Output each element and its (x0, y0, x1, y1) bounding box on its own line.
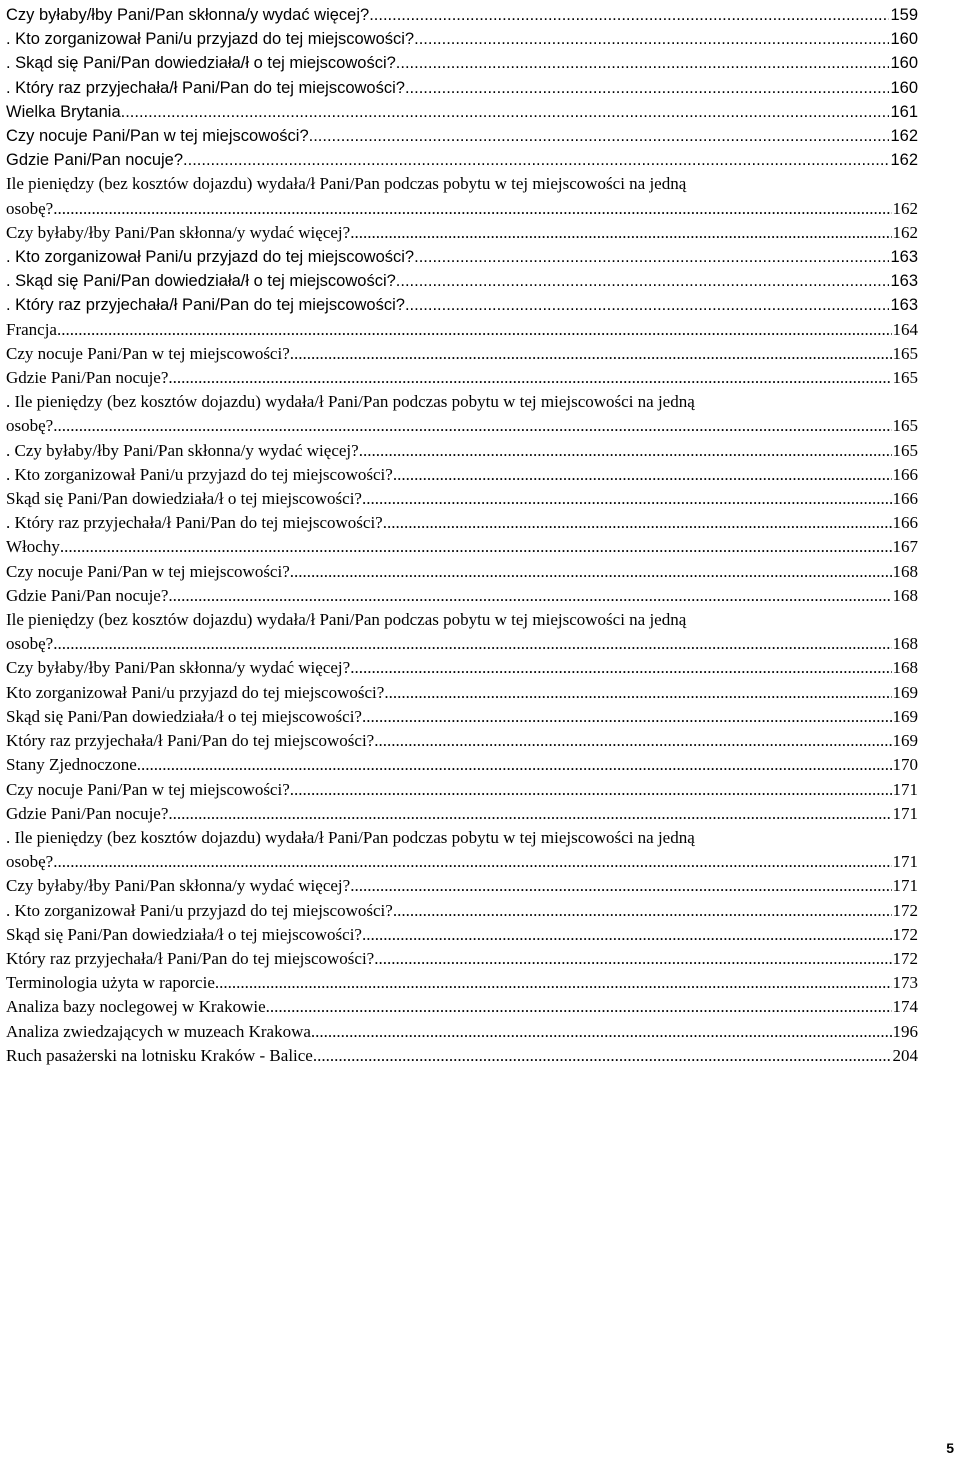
toc-entry[interactable] (6, 923, 918, 947)
toc-entry-page-number: 169 (892, 731, 918, 751)
toc-entry-row (6, 560, 918, 584)
toc-entry-title: osobę? (6, 198, 54, 218)
toc-entry[interactable] (6, 148, 918, 172)
toc-entry-page-number: 170 (892, 755, 918, 775)
toc-entry[interactable] (6, 729, 918, 753)
toc-entry-page-number: 172 (892, 948, 918, 968)
dot-leader (168, 802, 891, 826)
toc-entry-row (6, 995, 918, 1019)
toc-entry-row (6, 656, 918, 680)
toc-entry-row (6, 874, 918, 898)
toc-entry-title-line: . Ile pieniędzy (bez kosztów dojazdu) wydała/ł Pani/Pan podczas pobytu w tej miejscowości na jedną (6, 392, 695, 412)
toc-entry-page-number: 168 (892, 561, 918, 581)
dot-leader (384, 681, 891, 705)
toc-entry-page-number: 172 (892, 900, 918, 920)
toc-entry[interactable] (6, 342, 918, 366)
dot-leader (405, 76, 890, 100)
toc-entry-title: Kto zorganizował Pani/u przyjazd do tej miejscowości? (6, 682, 385, 702)
toc-entry-title: . Który raz przyjechała/ł Pani/Pan do tej miejscowości? (6, 513, 383, 533)
toc-entry[interactable] (6, 584, 918, 608)
toc-entry-row (6, 850, 918, 874)
toc-entry[interactable] (6, 318, 918, 342)
toc-entry[interactable] (6, 439, 918, 463)
dot-leader (168, 366, 891, 390)
toc-entry-row (6, 681, 918, 705)
dot-leader (396, 51, 890, 75)
toc-entry-page-number: 171 (892, 779, 918, 799)
toc-entry[interactable] (6, 293, 918, 317)
toc-entry-row (6, 899, 918, 923)
toc-entry[interactable] (6, 245, 918, 269)
toc-entry-row (6, 439, 918, 463)
toc-entry-page-number: 166 (892, 464, 918, 484)
toc-entry-row (6, 535, 918, 559)
dot-leader (137, 753, 892, 777)
toc-entry-title: . Kto zorganizował Pani/u przyjazd do tej miejscowości? (6, 464, 393, 484)
page-number: 5 (946, 1440, 954, 1456)
toc-entry-title: . Kto zorganizował Pani/u przyjazd do tej miejscowości? (6, 900, 393, 920)
dot-leader (350, 221, 891, 245)
toc-entry-title-line: . Ile pieniędzy (bez kosztów dojazdu) wydała/ł Pani/Pan podczas pobytu w tej miejscowości na jedną (6, 827, 695, 847)
toc-entry[interactable] (6, 124, 918, 148)
toc-entry-page-number: 162 (892, 198, 918, 218)
toc-entry-title: . Czy byłaby/łby Pani/Pan skłonna/y wydać więcej? (6, 440, 359, 460)
toc-entry-page-number: 163 (890, 248, 918, 267)
toc-entry-row (6, 463, 918, 487)
toc-entry-page-number: 160 (890, 54, 918, 73)
dot-leader (362, 923, 892, 947)
toc-entry[interactable] (6, 560, 918, 584)
toc-entry-page-number: 169 (892, 682, 918, 702)
toc-entry[interactable] (6, 656, 918, 680)
toc-entry-page-number: 162 (892, 222, 918, 242)
toc-entry-page-number: 166 (892, 513, 918, 533)
toc-entry-page-number: 168 (892, 585, 918, 605)
dot-leader (396, 269, 890, 293)
toc-entry-title: Stany Zjednoczone (6, 755, 137, 775)
toc-entry-page-number: 172 (892, 924, 918, 944)
toc-entry[interactable] (6, 221, 918, 245)
toc-entry-title: Który raz przyjechała/ł Pani/Pan do tej miejscowości? (6, 731, 375, 751)
dot-leader (309, 124, 890, 148)
toc-entry-title: . Skąd się Pani/Pan dowiedziała/ł o tej miejscowości? (6, 54, 396, 73)
toc-entry-title: . Który raz przyjechała/ł Pani/Pan do tej miejscowości? (6, 78, 405, 97)
toc-entry-title: Który raz przyjechała/ł Pani/Pan do tej miejscowości? (6, 948, 375, 968)
toc-entry-page-number: 159 (890, 6, 918, 24)
toc-entry-title: Francja (6, 319, 57, 339)
toc-entry-row (6, 947, 918, 971)
toc-entry-title: . Kto zorganizował Pani/u przyjazd do tej miejscowości? (6, 30, 415, 49)
dot-leader (53, 197, 891, 221)
toc-entry[interactable] (6, 269, 918, 293)
dot-leader (215, 971, 892, 995)
toc-entry[interactable] (6, 971, 918, 995)
toc-entry[interactable] (6, 705, 918, 729)
toc-entry-page-number: 196 (892, 1021, 918, 1041)
dot-leader (414, 245, 889, 269)
toc-entry-page-number: 171 (892, 852, 918, 872)
toc-entry-title: Skąd się Pani/Pan dowiedziała/ł o tej miejscowości? (6, 924, 362, 944)
toc-entry-row (6, 753, 918, 777)
toc-entry-row (6, 923, 918, 947)
toc-entry-title: Wielka Brytania (6, 102, 121, 121)
toc-entry[interactable] (6, 1020, 918, 1044)
dot-leader (183, 148, 889, 172)
toc-entry-row (6, 100, 918, 124)
dot-leader (369, 3, 889, 27)
toc-entry-title: Czy byłaby/łby Pani/Pan skłonna/y wydać więcej? (6, 222, 351, 242)
toc-entry-title: Czy byłaby/łby Pani/Pan skłonna/y wydać więcej? (6, 658, 351, 678)
toc-entry-title: osobę? (6, 416, 54, 436)
dot-leader (393, 463, 892, 487)
toc-entry-page-number: 160 (890, 78, 918, 97)
toc-entry-row (6, 124, 918, 148)
dot-leader (266, 995, 892, 1019)
toc-entry-row (6, 197, 918, 221)
toc-entry[interactable] (6, 947, 918, 971)
toc-entry-row (6, 221, 918, 245)
toc-entry[interactable] (6, 100, 918, 124)
toc-entry-title: Włochy (6, 537, 60, 557)
dot-leader (53, 632, 891, 656)
dot-leader (350, 656, 891, 680)
toc-entry[interactable] (6, 463, 918, 487)
dot-leader (359, 439, 892, 463)
toc-entry-title: osobę? (6, 852, 54, 872)
toc-entry-page-number: 167 (892, 537, 918, 557)
toc-entry-page-number: 173 (892, 973, 918, 993)
toc-entry-row (6, 318, 918, 342)
toc-entry[interactable] (6, 753, 918, 777)
dot-leader (362, 487, 892, 511)
toc-entry-row (6, 148, 918, 172)
toc-entry-title-line: Ile pieniędzy (bez kosztów dojazdu) wydała/ł Pani/Pan podczas pobytu w tej miejscowości na jedną (6, 610, 687, 630)
toc-entry-title-line: Ile pieniędzy (bez kosztów dojazdu) wydała/ł Pani/Pan podczas pobytu w tej miejscowości na jedną (6, 174, 687, 194)
toc-entry-row (6, 245, 918, 269)
dot-leader (311, 1020, 892, 1044)
dot-leader (53, 414, 891, 438)
toc-entry-page-number: 160 (890, 30, 918, 49)
toc-entry-page-number: 161 (890, 102, 918, 121)
toc-entry-title: osobę? (6, 634, 54, 654)
table-of-contents (6, 3, 918, 1068)
toc-entry-row (6, 51, 918, 75)
toc-entry[interactable] (6, 390, 918, 438)
toc-entry[interactable] (6, 3, 918, 27)
toc-entry-row (6, 778, 918, 802)
dot-leader (290, 342, 892, 366)
dot-leader (290, 778, 892, 802)
toc-entry-page-number: 163 (890, 272, 918, 291)
toc-entry-page-number: 165 (892, 343, 918, 363)
toc-entry[interactable] (6, 487, 918, 511)
toc-entry-title: Czy nocuje Pani/Pan w tej miejscowości? (6, 779, 290, 799)
toc-entry-row (6, 293, 918, 317)
dot-leader (53, 850, 891, 874)
toc-entry-row (6, 342, 918, 366)
toc-entry[interactable] (6, 608, 918, 656)
toc-entry-page-number: 169 (892, 706, 918, 726)
toc-entry[interactable] (6, 802, 918, 826)
toc-entry-row (6, 3, 918, 27)
dot-leader (57, 318, 892, 342)
toc-entry-title: Czy byłaby/łby Pani/Pan skłonna/y wydać więcej? (6, 6, 370, 24)
toc-entry-row (6, 729, 918, 753)
toc-entry-page-number: 165 (892, 368, 918, 388)
toc-entry-page-number: 174 (892, 997, 918, 1017)
toc-entry-page-number: 168 (892, 634, 918, 654)
toc-entry-row (6, 971, 918, 995)
toc-entry-title: Analiza zwiedzających w muzeach Krakowa (6, 1021, 311, 1041)
toc-entry[interactable] (6, 681, 918, 705)
toc-entry-title: Czy byłaby/łby Pani/Pan skłonna/y wydać więcej? (6, 876, 351, 896)
toc-entry-row (6, 76, 918, 100)
toc-entry-row (6, 511, 918, 535)
toc-entry-title: Gdzie Pani/Pan nocuje? (6, 803, 169, 823)
toc-entry-row (6, 1044, 918, 1068)
toc-entry-row (6, 414, 918, 438)
toc-entry[interactable] (6, 172, 918, 220)
toc-entry[interactable] (6, 51, 918, 75)
toc-entry-page-number: 204 (892, 1045, 918, 1065)
toc-entry-page-number: 162 (890, 151, 918, 170)
toc-entry-row (6, 705, 918, 729)
toc-entry-title: Skąd się Pani/Pan dowiedziała/ł o tej miejscowości? (6, 489, 362, 509)
toc-entry-title: Czy nocuje Pani/Pan w tej miejscowości? (6, 343, 290, 363)
toc-entry-title: Ruch pasażerski na lotnisku Kraków - Balice (6, 1045, 313, 1065)
toc-entry[interactable] (6, 874, 918, 898)
dot-leader (374, 947, 891, 971)
toc-entry[interactable] (6, 76, 918, 100)
toc-entry[interactable] (6, 511, 918, 535)
toc-entry-page-number: 165 (892, 440, 918, 460)
toc-entry-title: . Kto zorganizował Pani/u przyjazd do tej miejscowości? (6, 248, 415, 267)
toc-entry-title: Analiza bazy noclegowej w Krakowie (6, 997, 266, 1017)
toc-entry-page-number: 168 (892, 658, 918, 678)
toc-entry-row (6, 1020, 918, 1044)
toc-entry-title: Skąd się Pani/Pan dowiedziała/ł o tej miejscowości? (6, 706, 362, 726)
toc-entry-title: . Który raz przyjechała/ł Pani/Pan do tej miejscowości? (6, 296, 405, 315)
dot-leader (405, 293, 890, 317)
toc-entry-page-number: 164 (892, 319, 918, 339)
toc-entry-page-number: 166 (892, 489, 918, 509)
dot-leader (290, 560, 892, 584)
toc-entry[interactable] (6, 535, 918, 559)
toc-entry-title: Gdzie Pani/Pan nocuje? (6, 151, 184, 170)
dot-leader (393, 899, 892, 923)
toc-entry-row (6, 632, 918, 656)
dot-leader (168, 584, 891, 608)
toc-entry[interactable] (6, 826, 918, 874)
toc-entry-row (6, 802, 918, 826)
toc-entry-page-number: 171 (892, 803, 918, 823)
dot-leader (350, 874, 891, 898)
toc-entry-page-number: 162 (890, 127, 918, 146)
toc-entry-row (6, 487, 918, 511)
toc-entry-title: Gdzie Pani/Pan nocuje? (6, 368, 169, 388)
toc-entry-title: Czy nocuje Pani/Pan w tej miejscowości? (6, 127, 309, 146)
toc-entry-title: Gdzie Pani/Pan nocuje? (6, 585, 169, 605)
toc-entry[interactable] (6, 366, 918, 390)
toc-entry-row (6, 27, 918, 51)
dot-leader (60, 535, 892, 559)
toc-entry[interactable] (6, 1044, 918, 1068)
toc-entry-row (6, 584, 918, 608)
dot-leader (313, 1044, 892, 1068)
toc-entry-row (6, 366, 918, 390)
dot-leader (414, 27, 889, 51)
toc-entry-title: . Skąd się Pani/Pan dowiedziała/ł o tej miejscowości? (6, 272, 396, 291)
dot-leader (374, 729, 891, 753)
dot-leader (362, 705, 892, 729)
toc-entry-page-number: 163 (890, 296, 918, 315)
toc-entry[interactable] (6, 995, 918, 1019)
toc-entry-row (6, 269, 918, 293)
toc-entry[interactable] (6, 27, 918, 51)
toc-entry-page-number: 165 (892, 416, 918, 436)
toc-entry-page-number: 171 (892, 876, 918, 896)
toc-entry-title: Czy nocuje Pani/Pan w tej miejscowości? (6, 561, 290, 581)
dot-leader (383, 511, 892, 535)
toc-entry-title: Terminologia użyta w raporcie (6, 973, 215, 993)
toc-entry[interactable] (6, 778, 918, 802)
dot-leader (121, 100, 890, 124)
toc-entry[interactable] (6, 899, 918, 923)
